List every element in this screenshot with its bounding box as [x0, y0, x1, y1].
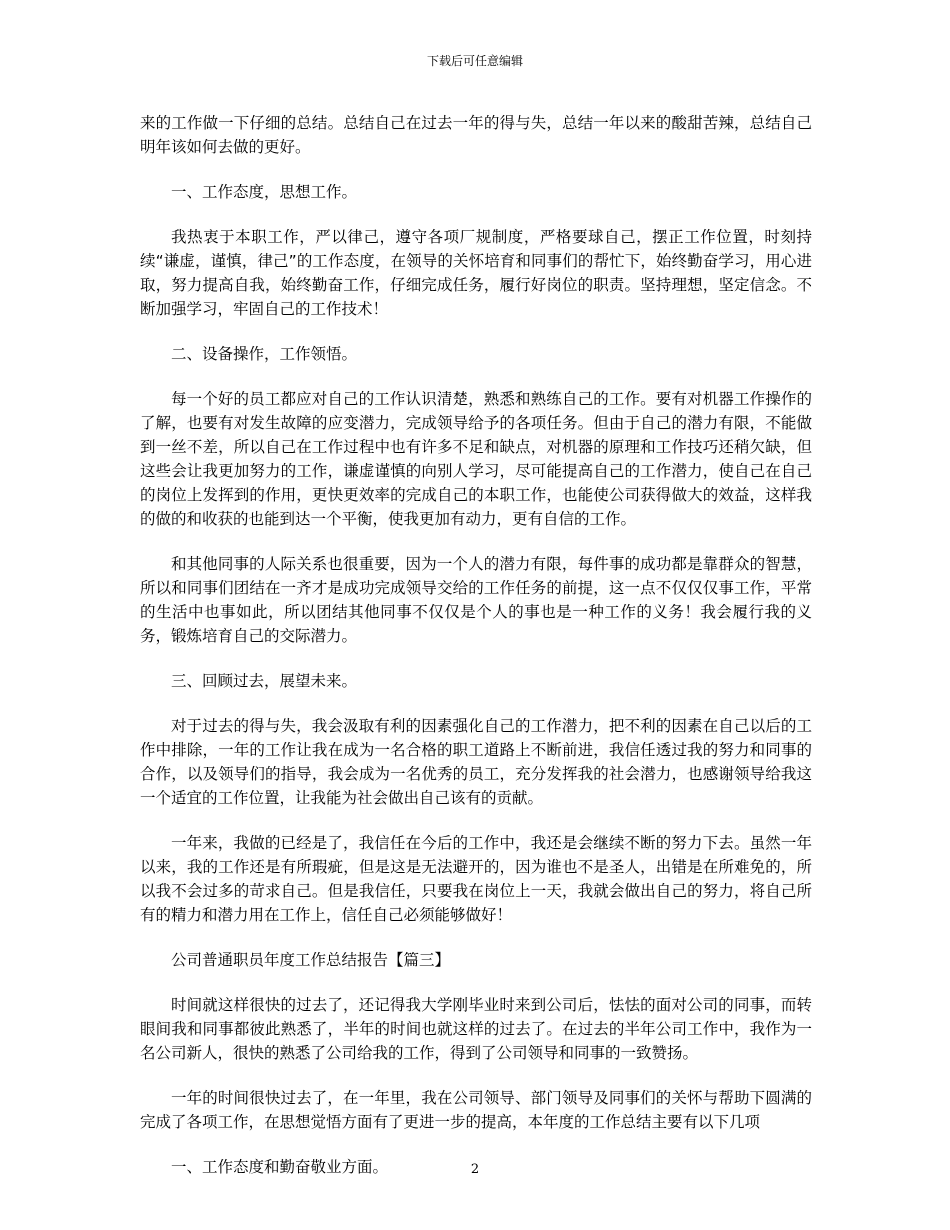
page-header: 下载后可任意编辑 [426, 54, 523, 68]
paragraph-year-summary: 一年来，我做的已经是了，我信任在今后的工作中，我还是会继续不断的努力下去。虽然一年以来，我的工作还是有所瑕疵，但是这是无法避开的，因为谁也不是圣人，出错是在所难免的，所以我不会过多的苛求自己。但是我信任，只要我在岗位上一天，我就会做出自己的努力，将自己所有的精力和潜力用在工作上，信任自己必须能够做好！ [140, 834, 812, 924]
section-heading-diligence: 一、工作态度和勤奋敬业方面。 [171, 1158, 389, 1176]
document-body [140, 111, 812, 1179]
paragraph-attitude: 我热衷于本职工作，严以律己，遵守各项厂规制度，严格要球自己，摆正工作位置，时刻持续“谦虚，谨慎，律己”的工作态度，在领导的关怀培育和同事们的帮忙下，始终勤奋学习，用心进取，努力提高自我，始终勤奋工作，仔细完成任务，履行好岗位的职责。坚持理想，坚定信念。不断加强学习，牢固自己的工作技术！ [140, 228, 812, 318]
report-title: 公司普通职员年度工作总结报告【篇三】 [171, 951, 451, 969]
paragraph-relationships: 和其他同事的人际关系也很重要，因为一个人的潜力有限，每件事的成功都是靠群众的智慧，所以和同事们团结在一齐才是成功完成领导交给的工作任务的前提，这一点不仅仅仅事工作，平常的生活中也事如此，所以团结其他同事不仅仅是个人的事也是一种工作的义务！我会履行我的义务，锻炼培育自己的交际潜力。 [140, 555, 812, 645]
paragraph-review: 对于过去的得与失，我会汲取有利的因素强化自己的工作潜力，把不利的因素在自己以后的工作中排除，一年的工作让我在成为一名合格的职工道路上不断前进，我信任透过我的努力和同事的合作，以及领导们的指导，我会成为一名优秀的员工，充分发挥我的社会潜力，也感谢领导给我这一个适宜的工作位置，让我能为社会做出自己该有的贡献。 [140, 717, 812, 807]
page-number: 2 [470, 1162, 480, 1177]
paragraph-equipment: 每一个好的员工都应对自己的工作认识清楚，熟悉和熟练自己的工作。要有对机器工作操作的了解，也要有对发生故障的应变潜力，完成领导给予的各项任务。但由于自己的潜力有限，不能做到一丝不差，所以自己在工作过程中也有许多不足和缺点，对机器的原理和工作技巧还稍欠缺，但这些会让我更加努力的工作，谦虚谨慎的向别人学习，尽可能提高自己的工作潜力，使自己在自己的岗位上发挥到的作用，更快更效率的完成自己的本职工作，也能使公司获得做大的效益，这样我的做的和收获的也能到达一个平衡，使我更加有动力，更有自信的工作。 [140, 390, 812, 528]
paragraph-intro: 来的工作做一下仔细的总结。总结自己在过去一年的得与失，总结一年以来的酸甜苦辣，总结自己明年该如何去做的更好。 [140, 114, 812, 156]
section-heading-review: 三、回顾过去，展望未来。 [171, 672, 358, 690]
paragraph-year-work: 一年的时间很快过去了，在一年里，我在公司领导、部门领导及同事们的关怀与帮助下圆满的完成了各项工作，在思想觉悟方面有了更进一步的提高，本年度的工作总结主要有以下几项 [140, 1089, 812, 1131]
section-heading-equipment: 二、设备操作，工作领悟。 [171, 345, 358, 363]
section-heading-attitude: 一、工作态度，思想工作。 [171, 183, 358, 201]
paragraph-time-passed: 时间就这样很快的过去了，还记得我大学刚毕业时来到公司后，怯怯的面对公司的同事，而转眼间我和同事都彼此熟悉了，半年的时间也就这样的过去了。在过去的半年公司工作中，我作为一名公司新人，很快的熟悉了公司给我的工作，得到了公司领导和同事的一致赞扬。 [140, 996, 812, 1062]
